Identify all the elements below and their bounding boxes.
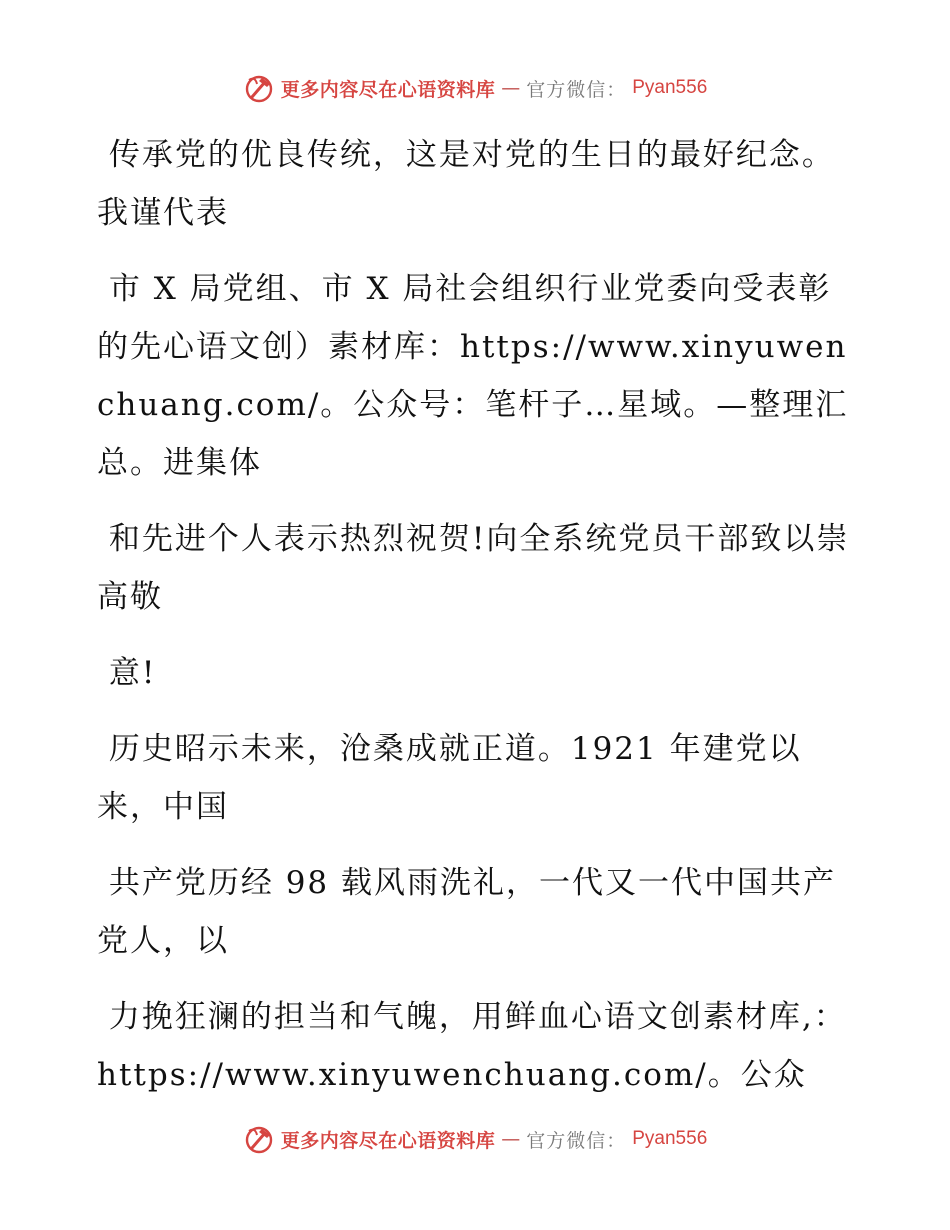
header-banner-wechat-label: 官方微信：	[526, 78, 627, 101]
hammer-quill-logo-icon	[243, 72, 275, 104]
paragraph-7: 力挽狂澜的担当和气魄，用鲜血心语文创素材库,：https://www.xinyuwenchuang.com/。公众	[97, 999, 847, 1093]
paragraph-1: 传承党的优良传统，这是对党的生日的最好纪念。我谨代表	[97, 137, 835, 231]
hammer-quill-logo-icon	[243, 1123, 275, 1155]
paragraph-3: 和先进个人表示热烈祝贺!向全系统党员干部致以崇高敬	[97, 521, 850, 615]
footer-banner-dash: —	[501, 1128, 521, 1150]
header-banner-dash: —	[501, 77, 521, 99]
footer-banner-wechat-label: 官方微信：	[526, 1129, 627, 1152]
paragraph-2: 市 X 局党组、市 X 局社会组织行业党委向受表彰的先心语文创）素材库：https://www.xinyuwenchuang.com/。公众号：笔杆子…星域。—整理汇总。进集体	[97, 271, 849, 481]
footer-banner-title: 更多内容尽在心语资料库	[280, 1129, 496, 1152]
footer-banner	[0, 1121, 950, 1157]
header-banner-account: Pyan556	[632, 77, 708, 98]
paragraph-6: 共产党历经 98 载风雨洗礼，一代又一代中国共产党人，以	[97, 865, 837, 959]
header-banner-inner	[243, 72, 708, 104]
paragraph-4: 意!	[97, 655, 157, 691]
header-banner	[0, 70, 950, 106]
paragraph-5: 历史昭示未来，沧桑成就正道。1921 年建党以来，中国	[97, 731, 802, 825]
document-body	[97, 126, 857, 1122]
footer-banner-account: Pyan556	[632, 1128, 708, 1149]
footer-banner-inner	[243, 1123, 708, 1155]
header-banner-title: 更多内容尽在心语资料库	[280, 78, 496, 101]
